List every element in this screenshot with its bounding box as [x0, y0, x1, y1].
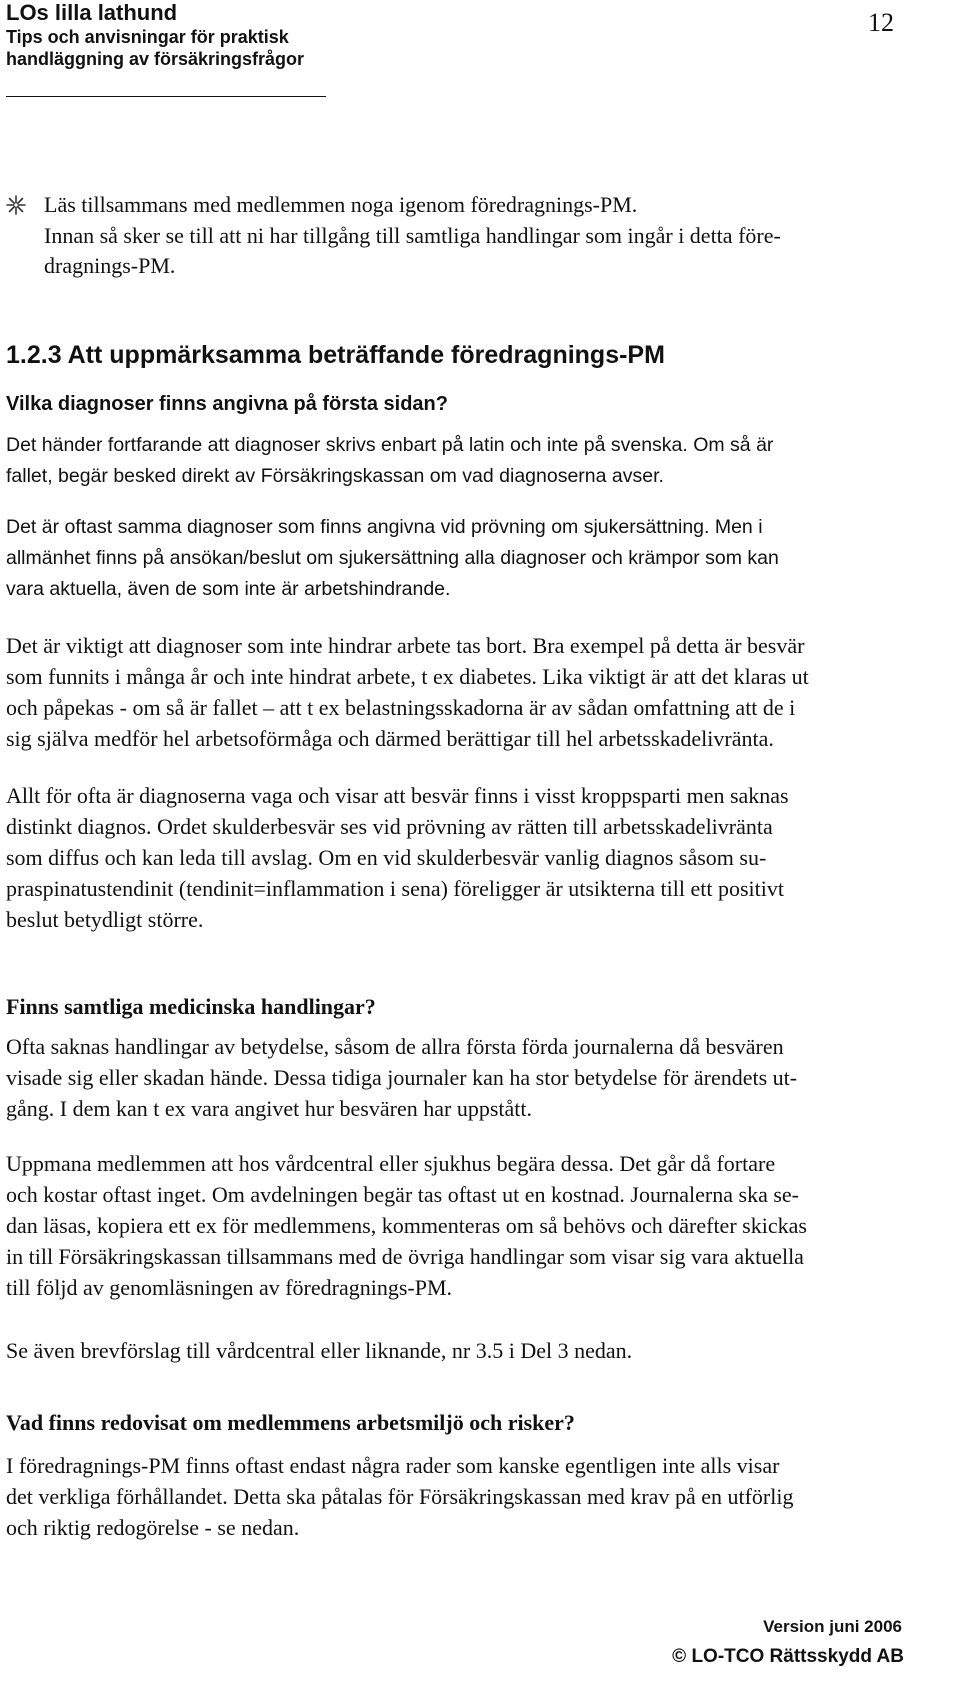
paragraph-line: in till Försäkringskassan tillsammans med de övriga handlingar som visar sig vara aktuella — [6, 1244, 804, 1269]
paragraph — [6, 1335, 954, 1366]
paragraph-line: och kostar oftast inget. Om avdelningen begär tas oftast ut en kostnad. Journalerna ska se- — [6, 1182, 799, 1207]
paragraph — [6, 430, 954, 492]
page-number: 12 — [868, 8, 894, 37]
paragraph-line: och riktig redogörelse - se nedan. — [6, 1515, 300, 1540]
tip-line: Innan så sker se till att ni har tillgång till samtliga handlingar som ingår i detta före- — [44, 222, 781, 248]
question-heading-medical-records: Finns samtliga medicinska handlingar? — [6, 994, 376, 1019]
version-label: Version juni 2006 — [763, 1617, 902, 1636]
paragraph — [6, 1450, 954, 1543]
paragraph-line: Det är viktigt att diagnoser som inte hindrar arbete tas bort. Bra exempel på detta är besvär — [6, 633, 805, 658]
tip-block — [6, 190, 946, 282]
paragraph-line: sig själva medför hel arbetsoförmåga och därmed berättigar till hel arbetsskadelivränta. — [6, 726, 774, 751]
paragraph-line: Det händer fortfarande att diagnoser skrivs enbart på latin och inte på svenska. Om så är — [6, 434, 774, 456]
document-subtitle-line-1: Tips och anvisningar för praktisk — [6, 27, 289, 47]
copyright-label: © LO-TCO Rättsskydd AB — [672, 1646, 904, 1667]
tip-line: dragnings-PM. — [44, 253, 176, 278]
paragraph — [6, 1031, 954, 1124]
tip-line: Läs tillsammans med medlemmen noga igenom föredragnings-PM. — [44, 192, 638, 217]
paragraph — [6, 1148, 954, 1303]
document-subtitle-line-2: handläggning av försäkringsfrågor — [6, 49, 305, 69]
paragraph-line: Se även brevförslag till vårdcentral eller liknande, nr 3.5 i Del 3 nedan. — [6, 1338, 633, 1363]
paragraph-line: som diffus och kan leda till avslag. Om en vid skulderbesvär vanlig diagnos såsom su- — [6, 845, 767, 870]
document-title: LOs lilla lathund — [6, 0, 178, 25]
paragraph-line: till följd av genomläsningen av föredragnings-PM. — [6, 1275, 453, 1300]
section-heading: 1.2.3 Att uppmärksamma beträffande föredragnings-PM — [6, 341, 665, 369]
paragraph-line: Ofta saknas handlingar av betydelse, såsom de allra första förda journalerna då besvären — [6, 1034, 784, 1059]
paragraph-line: beslut betydligt större. — [6, 907, 204, 932]
paragraph — [6, 512, 954, 605]
paragraph-line: visade sig eller skadan hände. Dessa tidiga journaler kan ha stor betydelse för ärendets ut- — [6, 1065, 798, 1090]
question-heading-work-environment: Vad finns redovisat om medlemmens arbetsmiljö och risker? — [6, 1410, 575, 1435]
paragraph-line: som funnits i många år och inte hindrat arbete, t ex diabetes. Lika viktigt är att det klaras ut — [6, 664, 809, 689]
paragraph-line: Uppmana medlemmen att hos vårdcentral eller sjukhus begära dessa. Det går då fortare — [6, 1151, 776, 1176]
paragraph-line: Det är oftast samma diagnoser som finns angivna vid prövning om sjukersättning. Men i — [6, 516, 763, 538]
question-heading-diagnoses: Vilka diagnoser finns angivna på första sidan? — [6, 393, 448, 415]
paragraph-line: dan läsas, kopiera ett ex för medlemmens, kommenteras om så behövs och därefter skickas — [6, 1213, 807, 1238]
paragraph-line: vara aktuella, även de som inte är arbetshindrande. — [6, 578, 451, 600]
paragraph-line: allmänhet finns på ansökan/beslut om sjukersättning alla diagnoser och krämpor som kan — [6, 547, 779, 569]
paragraph-line: fallet, begär besked direkt av Försäkringskassan om vad diagnoserna avser. — [6, 465, 664, 487]
paragraph-line: Allt för ofta är diagnoserna vaga och visar att besvär finns i visst kroppsparti men saknas — [6, 783, 789, 808]
paragraph — [6, 780, 954, 935]
header-rule — [6, 96, 326, 97]
asterisk-bullet-icon — [6, 195, 26, 215]
paragraph-line: praspinatustendinit (tendinit=inflammation i sena) föreligger är utsikterna till ett positivt — [6, 876, 784, 901]
paragraph-line: det verkliga förhållandet. Detta ska påtalas för Försäkringskassan med krav på en utförlig — [6, 1484, 794, 1509]
paragraph-line: I föredragnings-PM finns oftast endast några rader som kanske egentligen inte alls visar — [6, 1453, 780, 1478]
paragraph — [6, 630, 954, 754]
paragraph-line: distinkt diagnos. Ordet skulderbesvär ses vid prövning av rätten till arbetsskadelivränta — [6, 814, 773, 839]
paragraph-line: och påpekas - om så är fallet – att t ex belastningsskadorna är av sådan omfattning att de i — [6, 695, 796, 720]
paragraph-line: gång. I dem kan t ex vara angivet hur besvären har uppstått. — [6, 1096, 532, 1121]
